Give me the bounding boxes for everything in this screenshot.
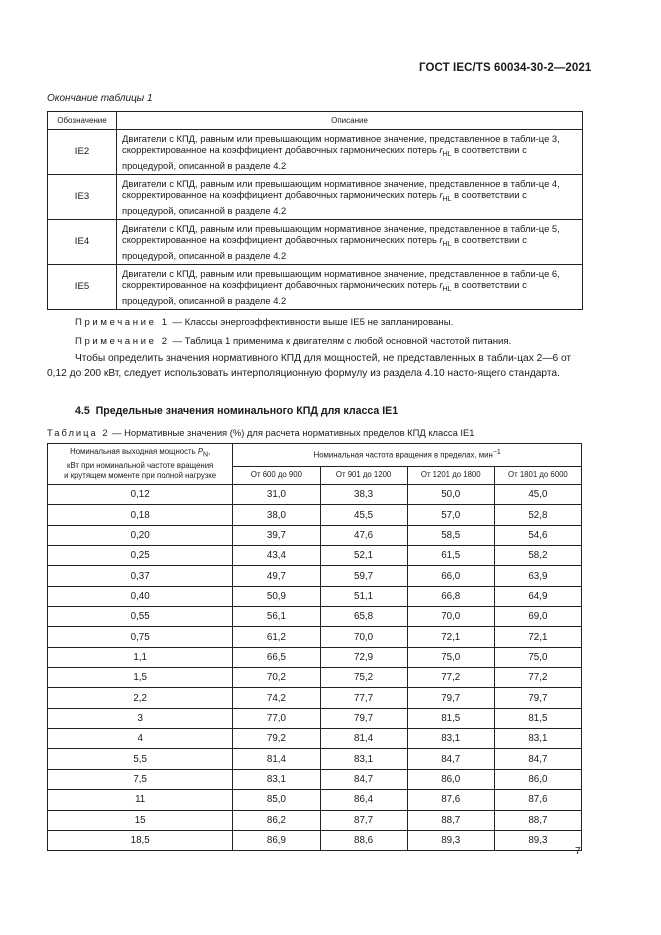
efficiency-value-cell: 72,1 [407, 627, 494, 647]
efficiency-value-cell: 79,7 [494, 688, 581, 708]
efficiency-value-cell: 87,6 [494, 790, 581, 810]
power-value-cell: 1,1 [48, 647, 233, 667]
efficiency-value-cell: 70,0 [320, 627, 407, 647]
efficiency-value-cell: 83,1 [233, 769, 320, 789]
efficiency-value-cell: 88,6 [320, 830, 407, 850]
section-heading [75, 405, 398, 417]
speed-header-unit: −1 [492, 449, 501, 457]
efficiency-value-cell: 50,0 [407, 485, 494, 505]
power-value-cell: 4 [48, 729, 233, 749]
efficiency-value-cell: 81,5 [494, 708, 581, 728]
efficiency-value-cell: 89,3 [494, 830, 581, 850]
note-2-text: — Таблица 1 применима к двигателям с любой основной частотой питания. [169, 336, 512, 347]
efficiency-value-cell: 72,1 [494, 627, 581, 647]
rhl-symbol-sub: HL [442, 240, 452, 248]
speed-range-header: От 600 до 900 [233, 466, 320, 484]
power-header-text: Номинальная выходная мощность [70, 447, 198, 457]
efficiency-value-cell: 59,7 [320, 566, 407, 586]
table2-caption [47, 427, 474, 438]
table2-row [48, 749, 582, 769]
efficiency-value-cell: 72,9 [320, 647, 407, 667]
description-text-end: в соответствии с процедурой, описанной в разделе 4.2 [122, 144, 527, 171]
table2-row [48, 627, 582, 647]
class-code: IE4 [48, 219, 117, 264]
efficiency-value-cell: 56,1 [233, 607, 320, 627]
efficiency-value-cell: 50,9 [233, 586, 320, 606]
power-value-cell: 0,18 [48, 505, 233, 525]
efficiency-value-cell: 85,0 [233, 790, 320, 810]
class-description [117, 219, 583, 264]
power-value-cell: 11 [48, 790, 233, 810]
table2-caption-label: Таблица 2 [47, 427, 110, 438]
efficiency-value-cell: 75,0 [494, 647, 581, 667]
rhl-symbol-sub: HL [442, 285, 452, 293]
note-1-label: Примечание 1 [75, 317, 170, 328]
power-value-cell: 0,20 [48, 525, 233, 545]
efficiency-value-cell: 61,2 [233, 627, 320, 647]
table1-col-desc: Описание [117, 112, 583, 130]
section-title: Предельные значения номинального КПД для класса IE1 [95, 405, 399, 417]
rhl-symbol: r [439, 188, 443, 200]
efficiency-value-cell: 83,1 [494, 729, 581, 749]
table1-row [48, 264, 583, 309]
efficiency-value-cell: 75,2 [320, 668, 407, 688]
efficiency-value-cell: 64,9 [494, 586, 581, 606]
table1-caption: Окончание таблицы 1 [47, 93, 153, 104]
table1-row [48, 219, 583, 264]
speed-range-header: От 901 до 1200 [320, 466, 407, 484]
efficiency-value-cell: 51,1 [320, 586, 407, 606]
efficiency-value-cell: 86,0 [407, 769, 494, 789]
note-1 [75, 317, 453, 328]
efficiency-value-cell: 65,8 [320, 607, 407, 627]
power-value-cell: 7,5 [48, 769, 233, 789]
table2-row [48, 688, 582, 708]
efficiency-value-cell: 63,9 [494, 566, 581, 586]
rhl-symbol-sub: HL [442, 195, 452, 203]
table2-row [48, 729, 582, 749]
efficiency-value-cell: 66,8 [407, 586, 494, 606]
rhl-symbol: r [439, 144, 443, 155]
efficiency-value-cell: 31,0 [233, 485, 320, 505]
efficiency-value-cell: 86,9 [233, 830, 320, 850]
efficiency-value-cell: 58,5 [407, 525, 494, 545]
table2-row [48, 708, 582, 728]
table2-row [48, 525, 582, 545]
table1-row [48, 174, 583, 219]
table2-row [48, 790, 582, 810]
table2-row [48, 769, 582, 789]
power-header-rest: , кВт при номинальной частоте вращения и крутящем моменте при полной нагрузке [64, 447, 217, 480]
table2-row [48, 566, 582, 586]
power-value-cell: 2,2 [48, 688, 233, 708]
table2-row [48, 586, 582, 606]
description-text-end: в соответствии с процедурой, описанной в разделе 4.2 [122, 278, 527, 306]
rhl-symbol-sub: HL [442, 150, 452, 158]
efficiency-value-cell: 79,2 [233, 729, 320, 749]
efficiency-value-cell: 86,2 [233, 810, 320, 830]
table2-row [48, 485, 582, 505]
power-value-cell: 0,55 [48, 607, 233, 627]
efficiency-value-cell: 86,0 [494, 769, 581, 789]
efficiency-value-cell: 70,0 [407, 607, 494, 627]
efficiency-value-cell: 84,7 [407, 749, 494, 769]
table2-row [48, 668, 582, 688]
note-2-label: Примечание 2 [75, 336, 170, 347]
efficiency-value-cell: 83,1 [407, 729, 494, 749]
table2-row [48, 647, 582, 667]
efficiency-value-cell: 77,2 [407, 668, 494, 688]
class-code: IE2 [48, 130, 117, 175]
efficiency-value-cell: 61,5 [407, 546, 494, 566]
power-value-cell: 3 [48, 708, 233, 728]
table2-row [48, 505, 582, 525]
efficiency-value-cell: 43,4 [233, 546, 320, 566]
table2-caption-text: — Нормативные значения (%) для расчета нормативных пределов КПД класса IE1 [109, 427, 475, 438]
efficiency-value-cell: 47,6 [320, 525, 407, 545]
efficiency-value-cell: 81,4 [320, 729, 407, 749]
rhl-symbol: r [439, 278, 443, 290]
class-code: IE3 [48, 174, 117, 219]
class-code: IE5 [48, 264, 117, 309]
efficiency-value-cell: 84,7 [320, 769, 407, 789]
efficiency-value-cell: 52,1 [320, 546, 407, 566]
table2-speed-header [233, 444, 582, 467]
efficiency-value-cell: 75,0 [407, 647, 494, 667]
efficiency-value-cell: 89,3 [407, 830, 494, 850]
efficiency-value-cell: 77,2 [494, 668, 581, 688]
efficiency-value-cell: 79,7 [407, 688, 494, 708]
note-1-text: — Классы энергоэффективности выше IE5 не запланированы. [169, 317, 454, 328]
power-value-cell: 18,5 [48, 830, 233, 850]
efficiency-value-cell: 45,0 [494, 485, 581, 505]
power-value-cell: 0,12 [48, 485, 233, 505]
power-value-cell: 0,25 [48, 546, 233, 566]
speed-range-header: От 1801 до 6000 [494, 466, 581, 484]
speed-range-header: От 1201 до 1800 [407, 466, 494, 484]
class-description [117, 264, 583, 309]
efficiency-value-cell: 38,3 [320, 485, 407, 505]
power-value-cell: 1,5 [48, 668, 233, 688]
table1 [47, 111, 583, 310]
table2-row [48, 810, 582, 830]
efficiency-value-cell: 69,0 [494, 607, 581, 627]
power-symbol: P [197, 447, 204, 457]
efficiency-value-cell: 77,0 [233, 708, 320, 728]
table2-row [48, 607, 582, 627]
efficiency-value-cell: 49,7 [233, 566, 320, 586]
table2-row [48, 546, 582, 566]
efficiency-value-cell: 83,1 [320, 749, 407, 769]
efficiency-value-cell: 58,2 [494, 546, 581, 566]
class-description [117, 130, 583, 175]
efficiency-value-cell: 84,7 [494, 749, 581, 769]
efficiency-value-cell: 38,0 [233, 505, 320, 525]
power-symbol-sub: N [203, 451, 209, 459]
power-value-cell: 15 [48, 810, 233, 830]
efficiency-value-cell: 52,8 [494, 505, 581, 525]
efficiency-value-cell: 39,7 [233, 525, 320, 545]
efficiency-value-cell: 66,5 [233, 647, 320, 667]
efficiency-value-cell: 54,6 [494, 525, 581, 545]
efficiency-value-cell: 87,6 [407, 790, 494, 810]
table2 [47, 443, 582, 851]
efficiency-value-cell: 66,0 [407, 566, 494, 586]
table2-power-header [48, 444, 233, 485]
note-2 [75, 336, 511, 347]
efficiency-value-cell: 77,7 [320, 688, 407, 708]
efficiency-value-cell: 79,7 [320, 708, 407, 728]
description-text-end: в соответствии с процедурой, описанной в разделе 4.2 [122, 188, 527, 216]
efficiency-value-cell: 81,4 [233, 749, 320, 769]
efficiency-value-cell: 81,5 [407, 708, 494, 728]
power-value-cell: 0,37 [48, 566, 233, 586]
table2-row [48, 830, 582, 850]
efficiency-value-cell: 87,7 [320, 810, 407, 830]
class-description [117, 174, 583, 219]
table1-col-code: Обозначение [48, 112, 117, 130]
efficiency-value-cell: 70,2 [233, 668, 320, 688]
efficiency-value-cell: 74,2 [233, 688, 320, 708]
power-value-cell: 5,5 [48, 749, 233, 769]
efficiency-value-cell: 86,4 [320, 790, 407, 810]
description-text: Двигатели с КПД, равным или превышающим нормативное значение, представленное в табли-це 3, скорректированное на коэффициент добавочных гармонических потерь [122, 133, 560, 155]
description-text: Двигатели с КПД, равным или превышающим нормативное значение, представленное в табли-це 5, скорректированное на коэффициент добавочных гармонических потерь [122, 222, 560, 245]
body-paragraph: Чтобы определить значения нормативного КПД для мощностей, не представленных в табли-цах 2—6 от 0,12 до 200 кВт, следует использовать интерполяционную формулу из раздела 4.10 насто-ящего стандарта. [47, 353, 572, 379]
table1-row [48, 130, 583, 175]
power-value-cell: 0,40 [48, 586, 233, 606]
description-text-end: в соответствии с процедурой, описанной в разделе 4.2 [122, 233, 527, 261]
power-value-cell: 0,75 [48, 627, 233, 647]
efficiency-value-cell: 88,7 [407, 810, 494, 830]
document-header: ГОСТ IEC/TS 60034-30-2—2021 [419, 62, 592, 74]
efficiency-value-cell: 57,0 [407, 505, 494, 525]
section-number: 4.5 [75, 405, 90, 417]
speed-header-text: Номинальная частота вращения в пределах, мин [313, 451, 493, 461]
description-text: Двигатели с КПД, равным или превышающим нормативное значение, представленное в табли-це 6, скорректированное на коэффициент добавочных гармонических потерь [122, 267, 560, 290]
rhl-symbol: r [439, 233, 443, 245]
efficiency-value-cell: 88,7 [494, 810, 581, 830]
description-text: Двигатели с КПД, равным или превышающим нормативное значение, представленное в табли-це 4, скорректированное на коэффициент добавочных гармонических потерь [122, 177, 560, 200]
page-number: 7 [575, 845, 581, 857]
efficiency-value-cell: 45,5 [320, 505, 407, 525]
